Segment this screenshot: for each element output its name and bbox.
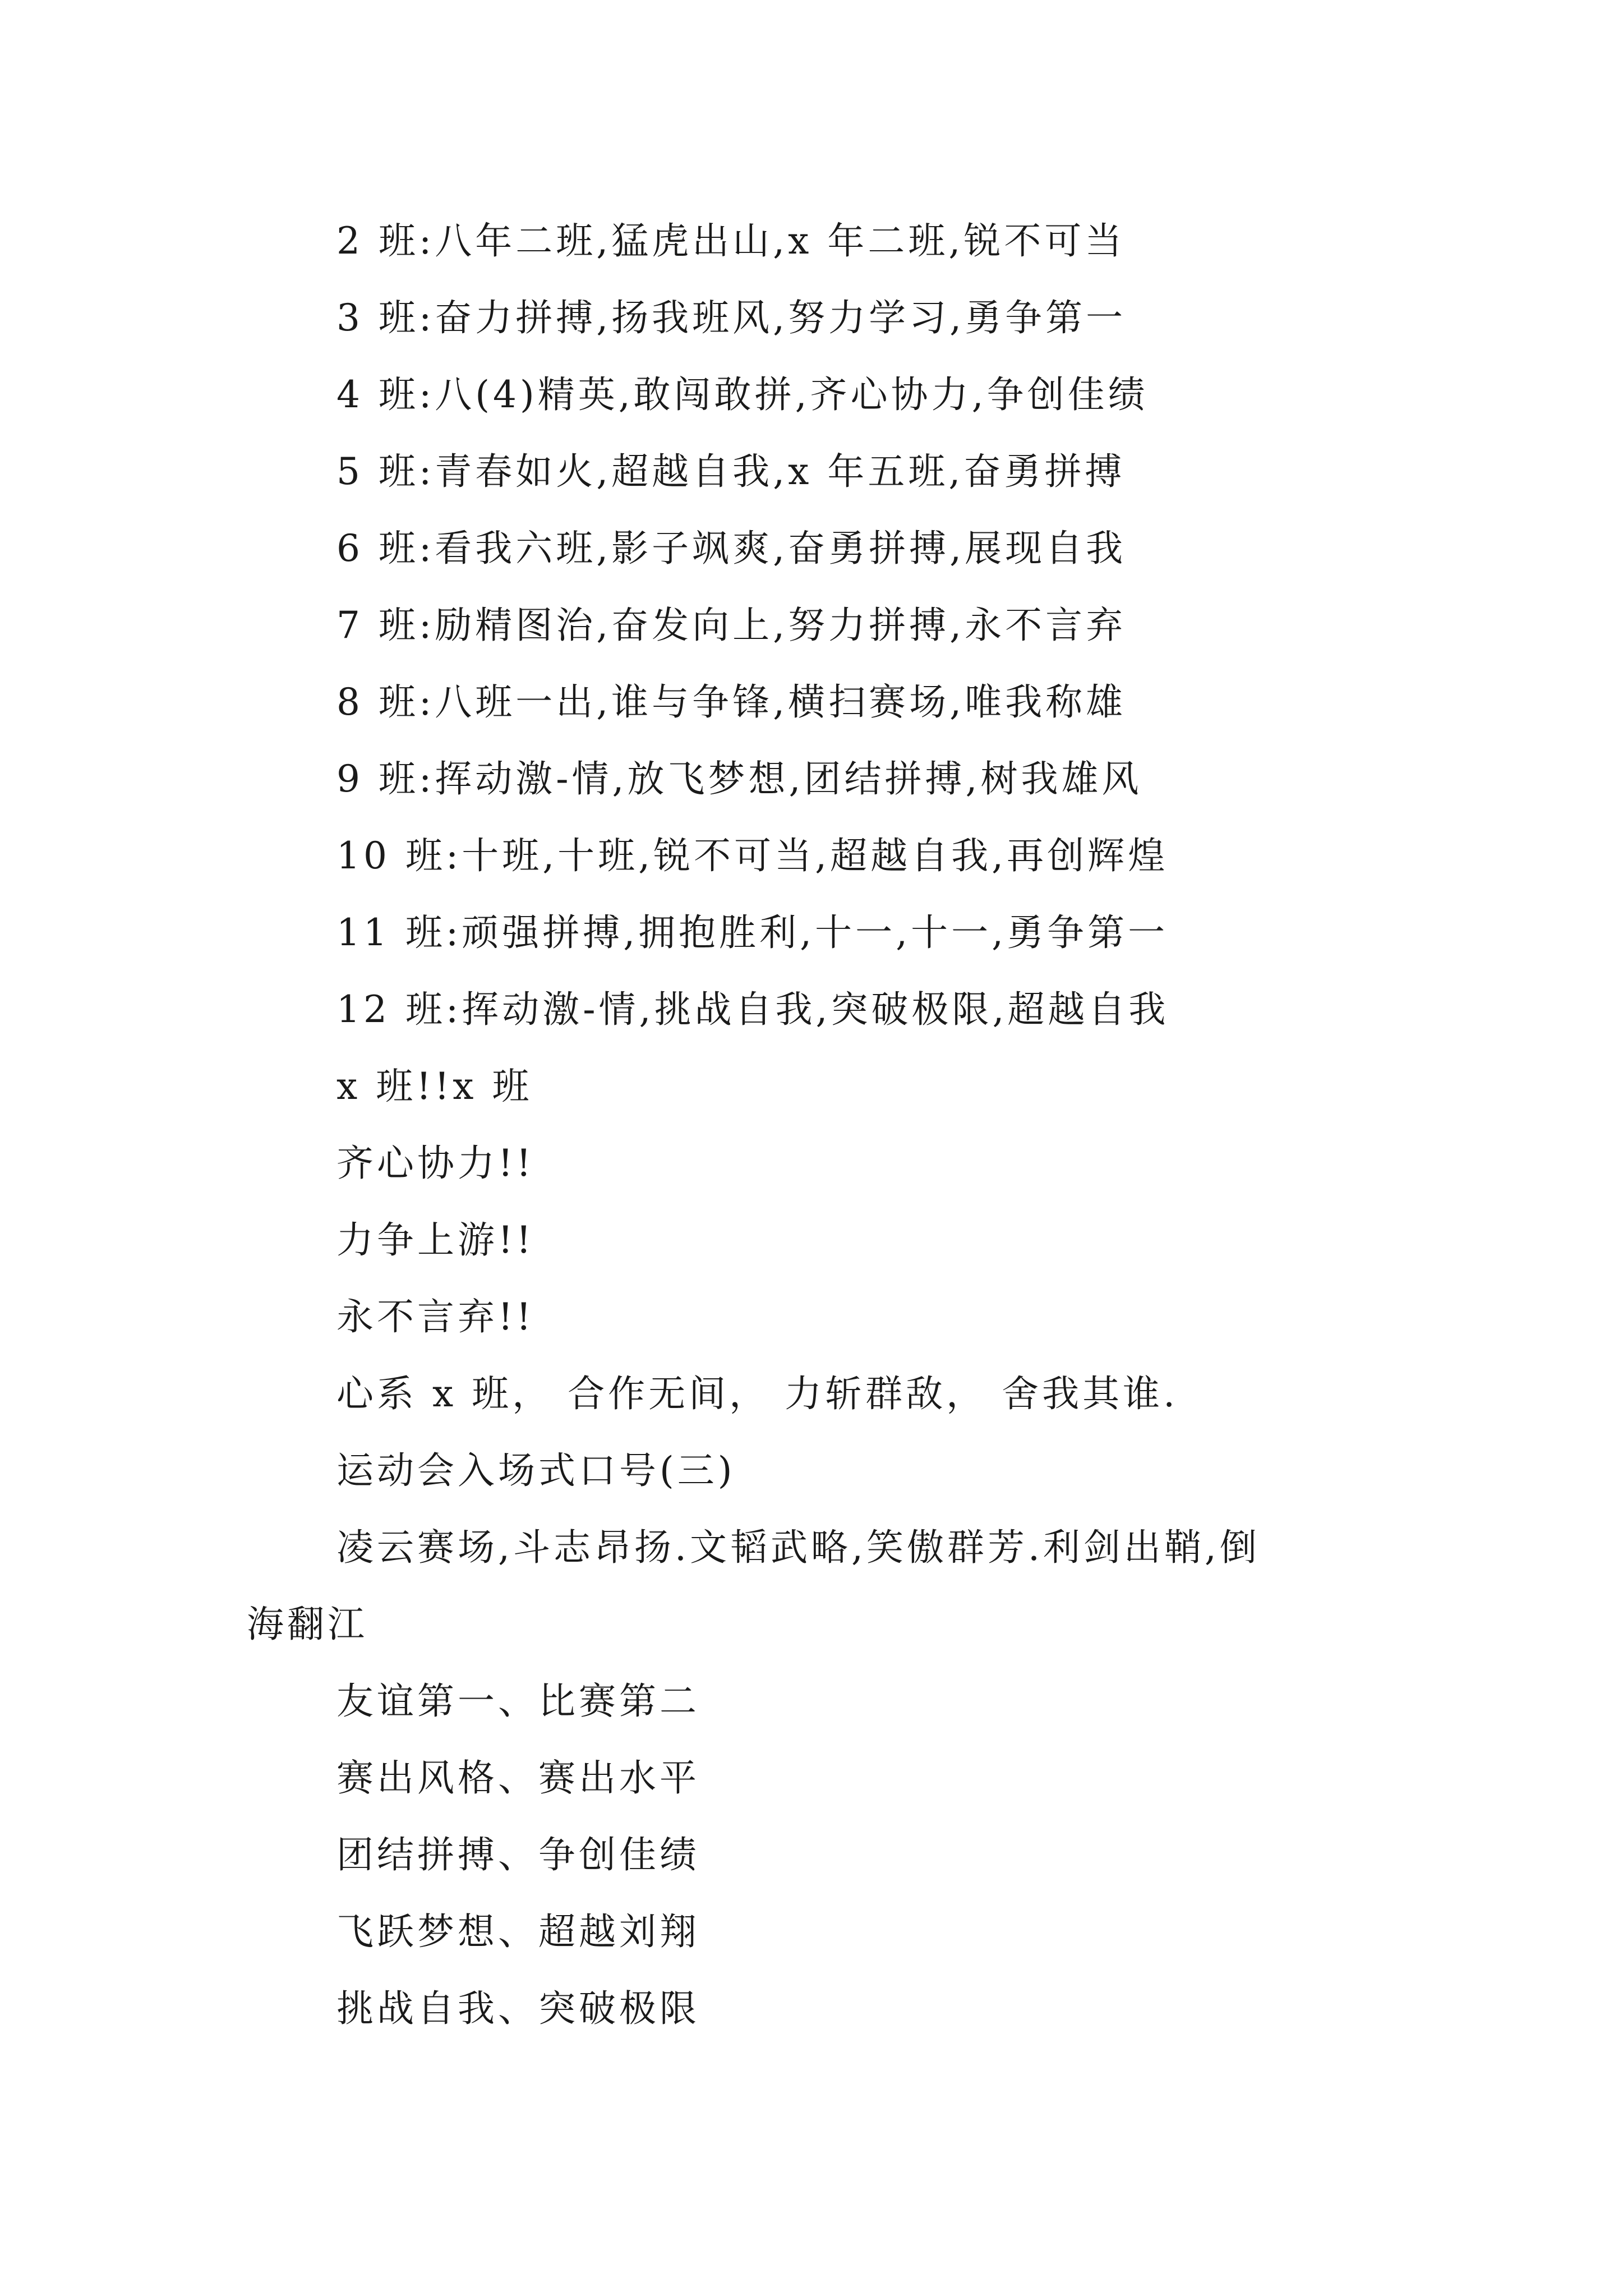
slogan-line-3: 团结拼搏、争创佳绩 xyxy=(336,1833,700,1876)
slogan-class-3: 3 班:奋力拼搏,扬我班风,努力学习,勇争第一 xyxy=(336,296,1127,339)
slogan-class-9: 9 班:挥动激-情,放飞梦想,团结拼搏,树我雄风 xyxy=(336,757,1142,800)
slogan-line-2: 赛出风格、赛出水平 xyxy=(336,1756,700,1800)
cheer-line-3: 力争上游!! xyxy=(336,1218,535,1262)
cheer-line-5: 心系 x 班， 合作无间， 力斩群敌， 舍我其谁. xyxy=(336,1372,1179,1415)
paragraph-line-2: 海翻江 xyxy=(247,1603,368,1646)
slogan-class-12: 12 班:挥动激-情,挑战自我,突破极限,超越自我 xyxy=(336,988,1169,1031)
slogan-class-10: 10 班:十班,十班,锐不可当,超越自我,再创辉煌 xyxy=(336,834,1169,877)
cheer-line-4: 永不言弃!! xyxy=(336,1295,535,1338)
slogan-line-5: 挑战自我、突破极限 xyxy=(336,1987,700,2030)
slogan-class-11: 11 班:顽强拼搏,拥抱胜利,十一,十一,勇争第一 xyxy=(336,911,1169,954)
slogan-class-8: 8 班:八班一出,谁与争锋,横扫赛场,唯我称雄 xyxy=(336,680,1127,724)
slogan-line-1: 友谊第一、比赛第二 xyxy=(336,1680,700,1723)
slogan-class-5: 5 班:青春如火,超越自我,x 年五班,奋勇拼搏 xyxy=(336,450,1126,493)
slogan-class-7: 7 班:励精图治,奋发向上,努力拼搏,永不言弃 xyxy=(336,604,1127,647)
cheer-line-1: x 班!!x 班 xyxy=(336,1065,533,1108)
slogan-line-4: 飞跃梦想、超越刘翔 xyxy=(336,1910,700,1953)
slogan-class-4: 4 班:八(4)精英,敢闯敢拼,齐心协力,争创佳绩 xyxy=(336,373,1149,416)
slogan-class-2: 2 班:八年二班,猛虎出山,x 年二班,锐不可当 xyxy=(336,219,1126,263)
paragraph-line-1: 凌云赛场,斗志昂扬.文韬武略,笑傲群芳.利剑出鞘,倒 xyxy=(336,1526,1260,1569)
cheer-line-2: 齐心协力!! xyxy=(336,1142,535,1185)
slogan-class-6: 6 班:看我六班,影子飒爽,奋勇拼搏,展现自我 xyxy=(336,527,1127,570)
section-heading: 运动会入场式口号(三) xyxy=(336,1449,736,1492)
